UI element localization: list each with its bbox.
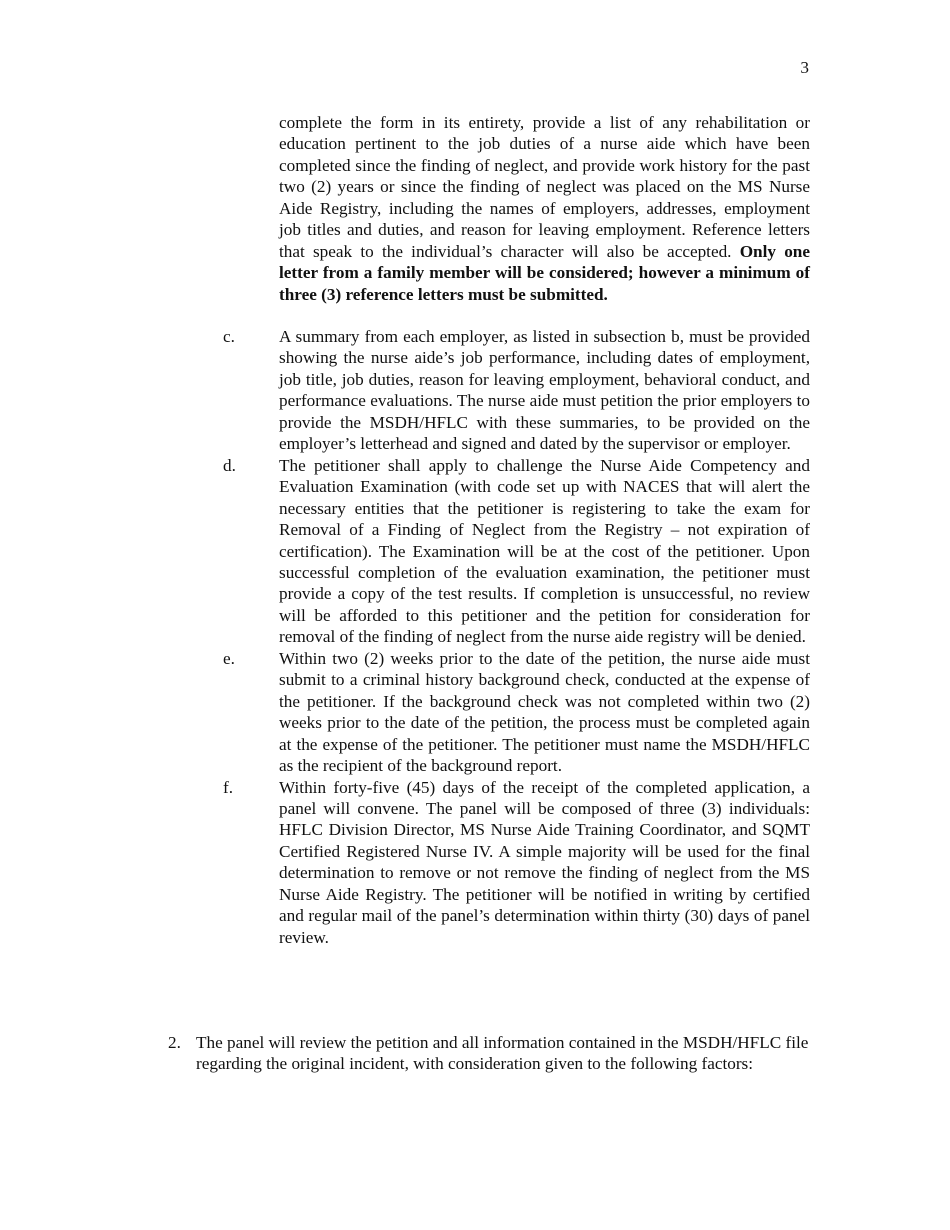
list-marker: d. — [223, 455, 236, 475]
list-marker: e. — [223, 648, 235, 668]
list-marker: f. — [223, 777, 234, 797]
page-number: 3 — [800, 58, 809, 77]
sub-item-list — [223, 326, 810, 948]
continuation-bold-text: Only one letter from a family member will be considered; however a minimum of three (3) reference letters must be submitted. — [279, 241, 810, 304]
continuation-paragraph — [279, 112, 810, 305]
list-item-text: Within two (2) weeks prior to the date of the petition, the nurse aide must submit to a criminal history background check, conducted at the expense of the petitioner. If the background check was not completed within two (2) weeks prior to the date of the petition, the process must be completed again at the expense of the petitioner. The petitioner must name the MSDH/HFLC as the recipient of the background report. — [279, 648, 810, 776]
main-list-marker: 2. — [168, 1033, 181, 1052]
list-item-d — [223, 455, 810, 648]
continuation-text: complete the form in its entirety, provide a list of any rehabilitation or education pertinent to the job duties of a nurse aide which have been completed since the finding of neglect, and provide work history for the past two (2) years or since the finding of neglect was placed on the MS Nurse Aide Registry, including the names of employers, addresses, employment job titles and duties, and reason for leaving employment. Reference letters that speak to the individual’s character will also be accepted. — [279, 113, 810, 261]
main-list-item-text: The panel will review the petition and all information contained in the MSDH/HFLC file regarding the original incident, with consideration given to the following factors: — [196, 1033, 809, 1074]
list-item-text: A summary from each employer, as listed in subsection b, must be provided showing the nurse aide’s job performance, including dates of employment, job title, job duties, reason for leaving employment, behavioral conduct, and performance evaluations. The nurse aide must petition the prior employers to provide the MSDH/HFLC with these summaries, to be provided on the employer’s letterhead and signed and dated by the supervisor or employer. — [279, 327, 810, 454]
list-item-e — [223, 648, 810, 777]
list-item-text: The petitioner shall apply to challenge the Nurse Aide Competency and Evaluation Examination (with code set up with NACES that will alert the necessary entities that the petitioner is registering to take the exam for Removal of a Finding of Neglect from the Registry – not expiration of certification). The Examination will be at the cost of the petitioner. Upon successful completion of the evaluation examination, the petitioner must provide a copy of the test results. If completion is unsuccessful, no review will be afforded to this petitioner and the petition for consideration for removal of the finding of neglect from the nurse aide registry will be denied. — [279, 455, 810, 647]
main-list-item-2 — [168, 1032, 810, 1075]
list-item-f — [223, 777, 810, 949]
list-item-text: Within forty-five (45) days of the receipt of the completed application, a panel will convene. The panel will be composed of three (3) individuals: HFLC Division Director, MS Nurse Aide Training Coordinator, and SQMT Certified Registered Nurse IV. A simple majority will be used for the final determination to remove or not remove the finding of neglect from the MS Nurse Aide Registry. The petitioner will be notified in writing by certified and regular mail of the panel’s determination within thirty (30) days of panel review. — [279, 777, 810, 947]
list-marker: c. — [223, 327, 235, 346]
list-item-c — [223, 326, 810, 455]
